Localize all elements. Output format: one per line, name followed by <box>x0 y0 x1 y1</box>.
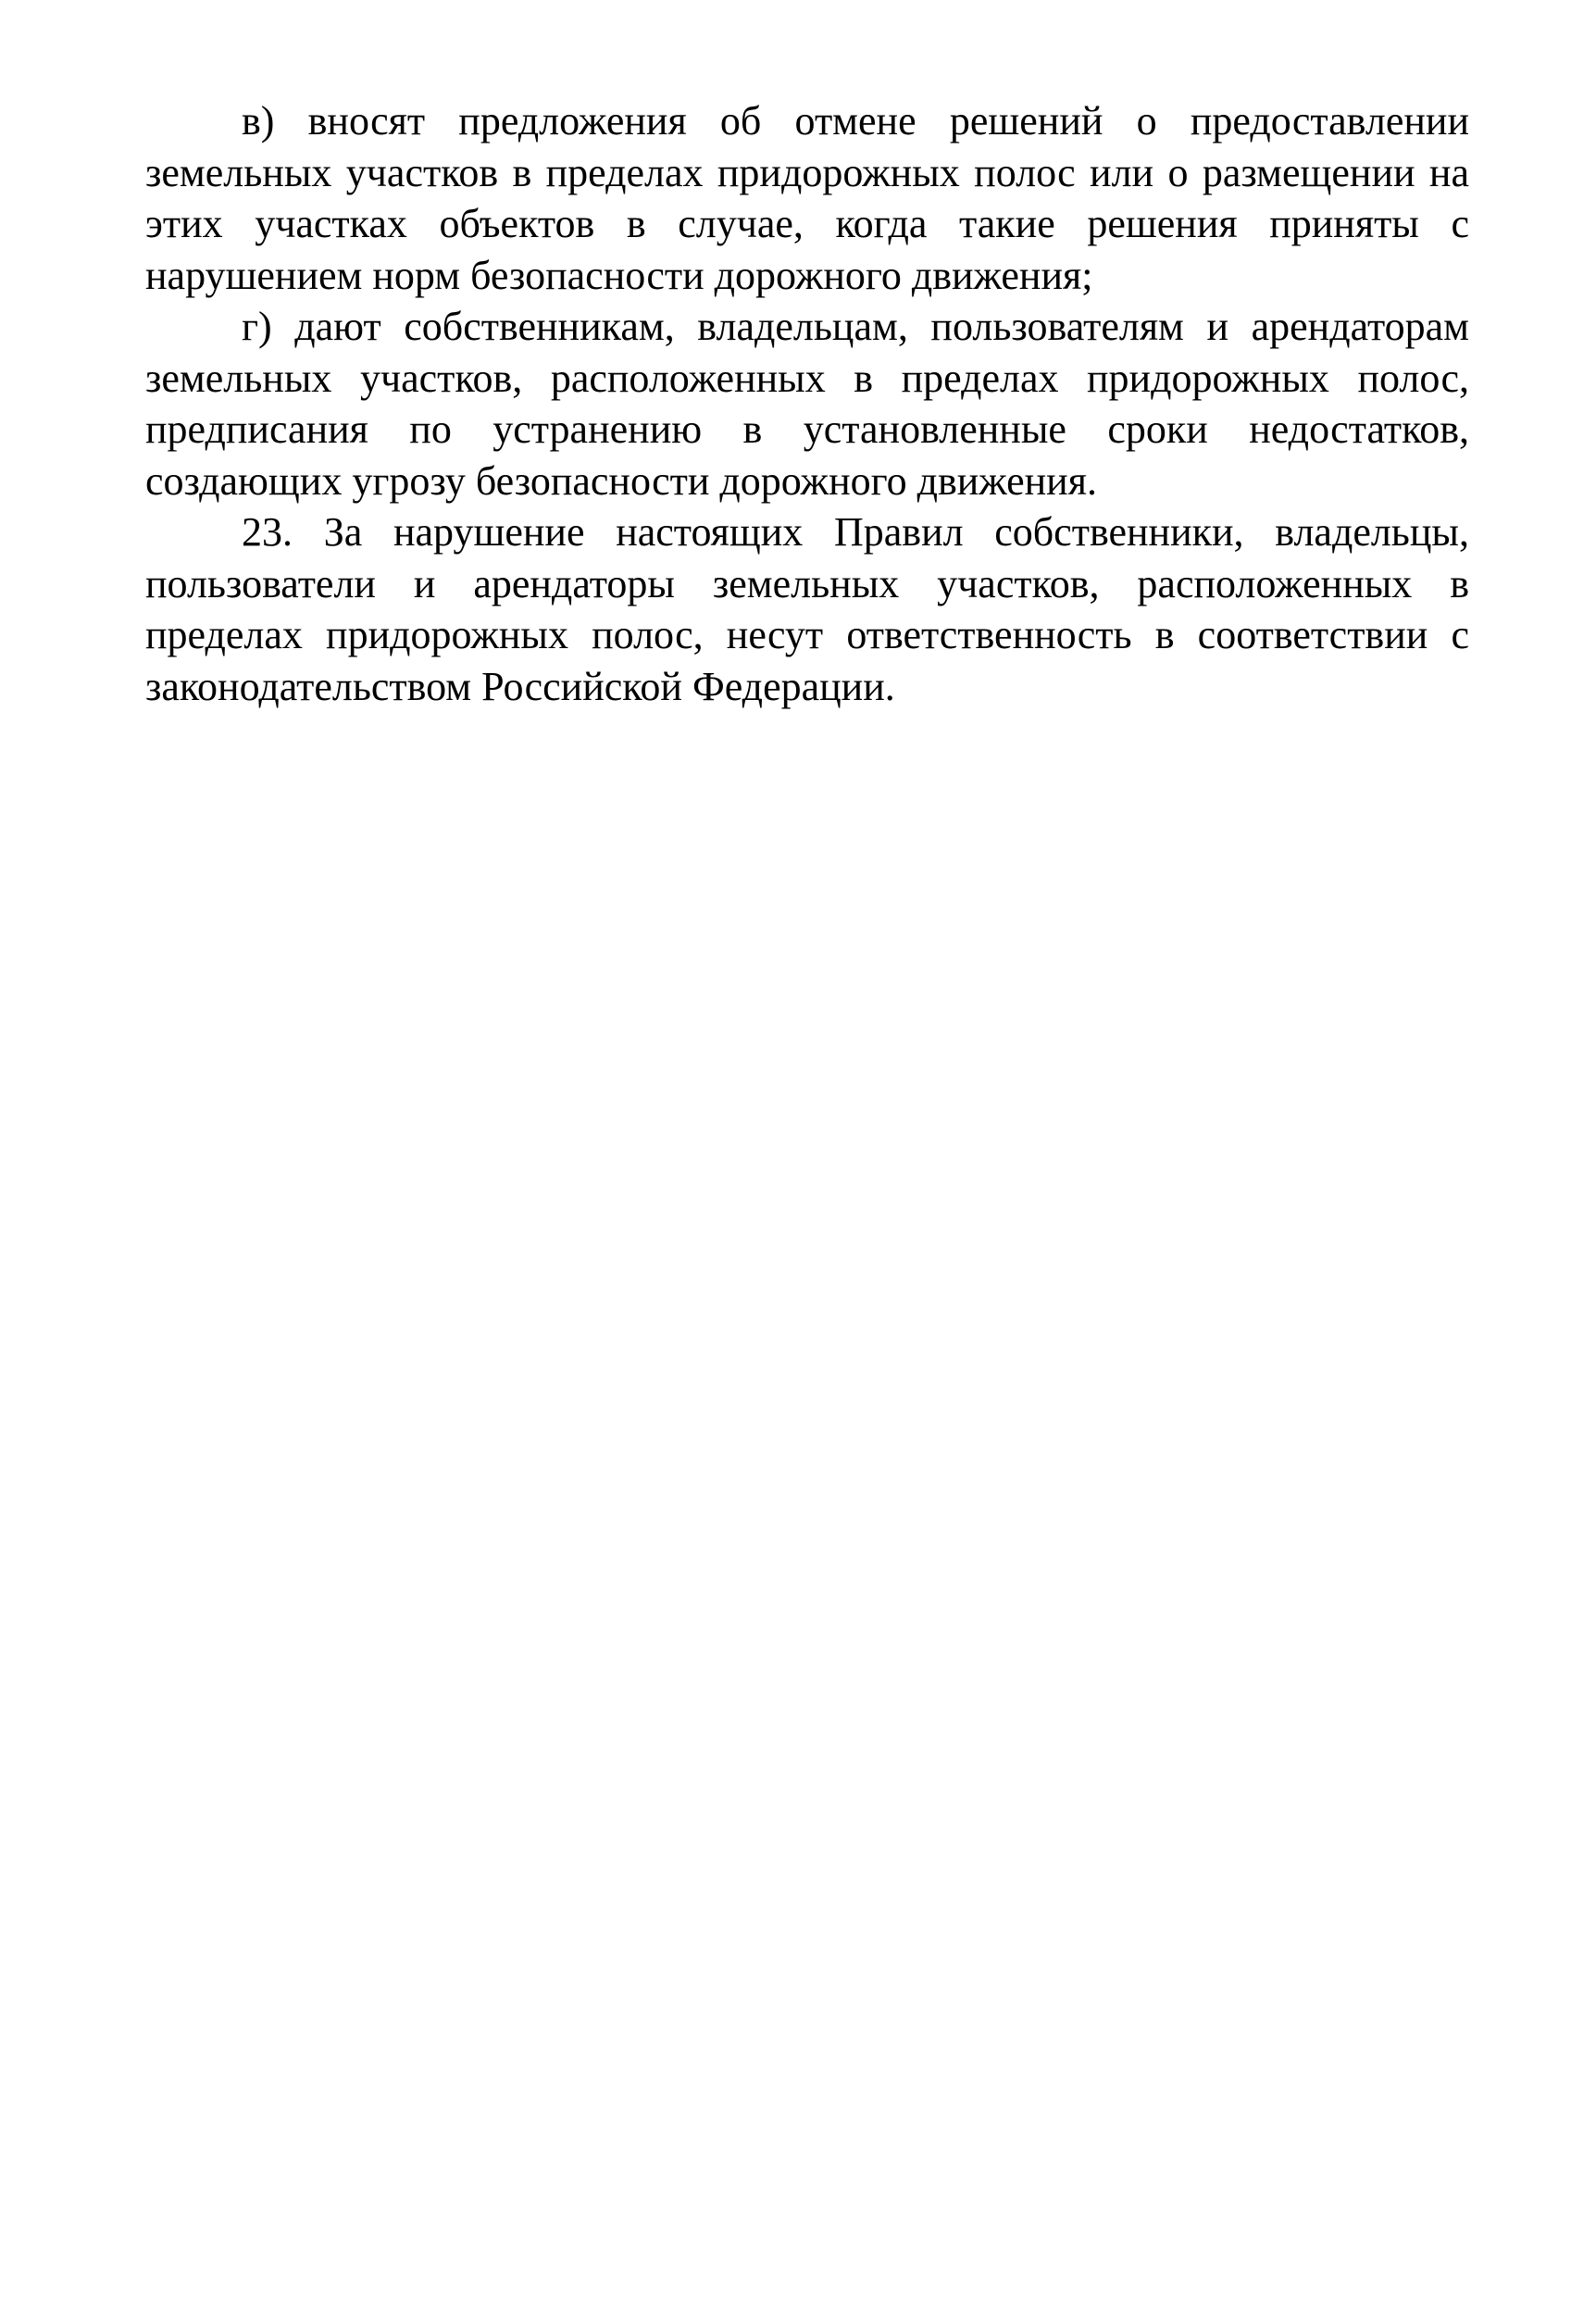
document-body <box>145 95 1469 712</box>
paragraph-item-g: г) дают собственникам, владельцам, пользователям и арендаторам земельных участков, расположенных в пределах придорожных полос, предписания по устранению в установленные сроки недостатков, создающих угрозу безопасности дорожного движения. <box>145 304 1469 504</box>
paragraph-item-23: 23. За нарушение настоящих Правил собственники, владельцы, пользователи и арендаторы земельных участков, расположенных в пределах придорожных полос, несут ответственность в соответствии с законодательством Российской Федерации. <box>145 509 1469 709</box>
paragraph-item-v: в) вносят предложения об отмене решений о предоставлении земельных участков в пределах придорожных полос или о размещении на этих участках объектов в случае, когда такие решения приняты с нарушением норм безопасности дорожного движения; <box>145 98 1469 298</box>
